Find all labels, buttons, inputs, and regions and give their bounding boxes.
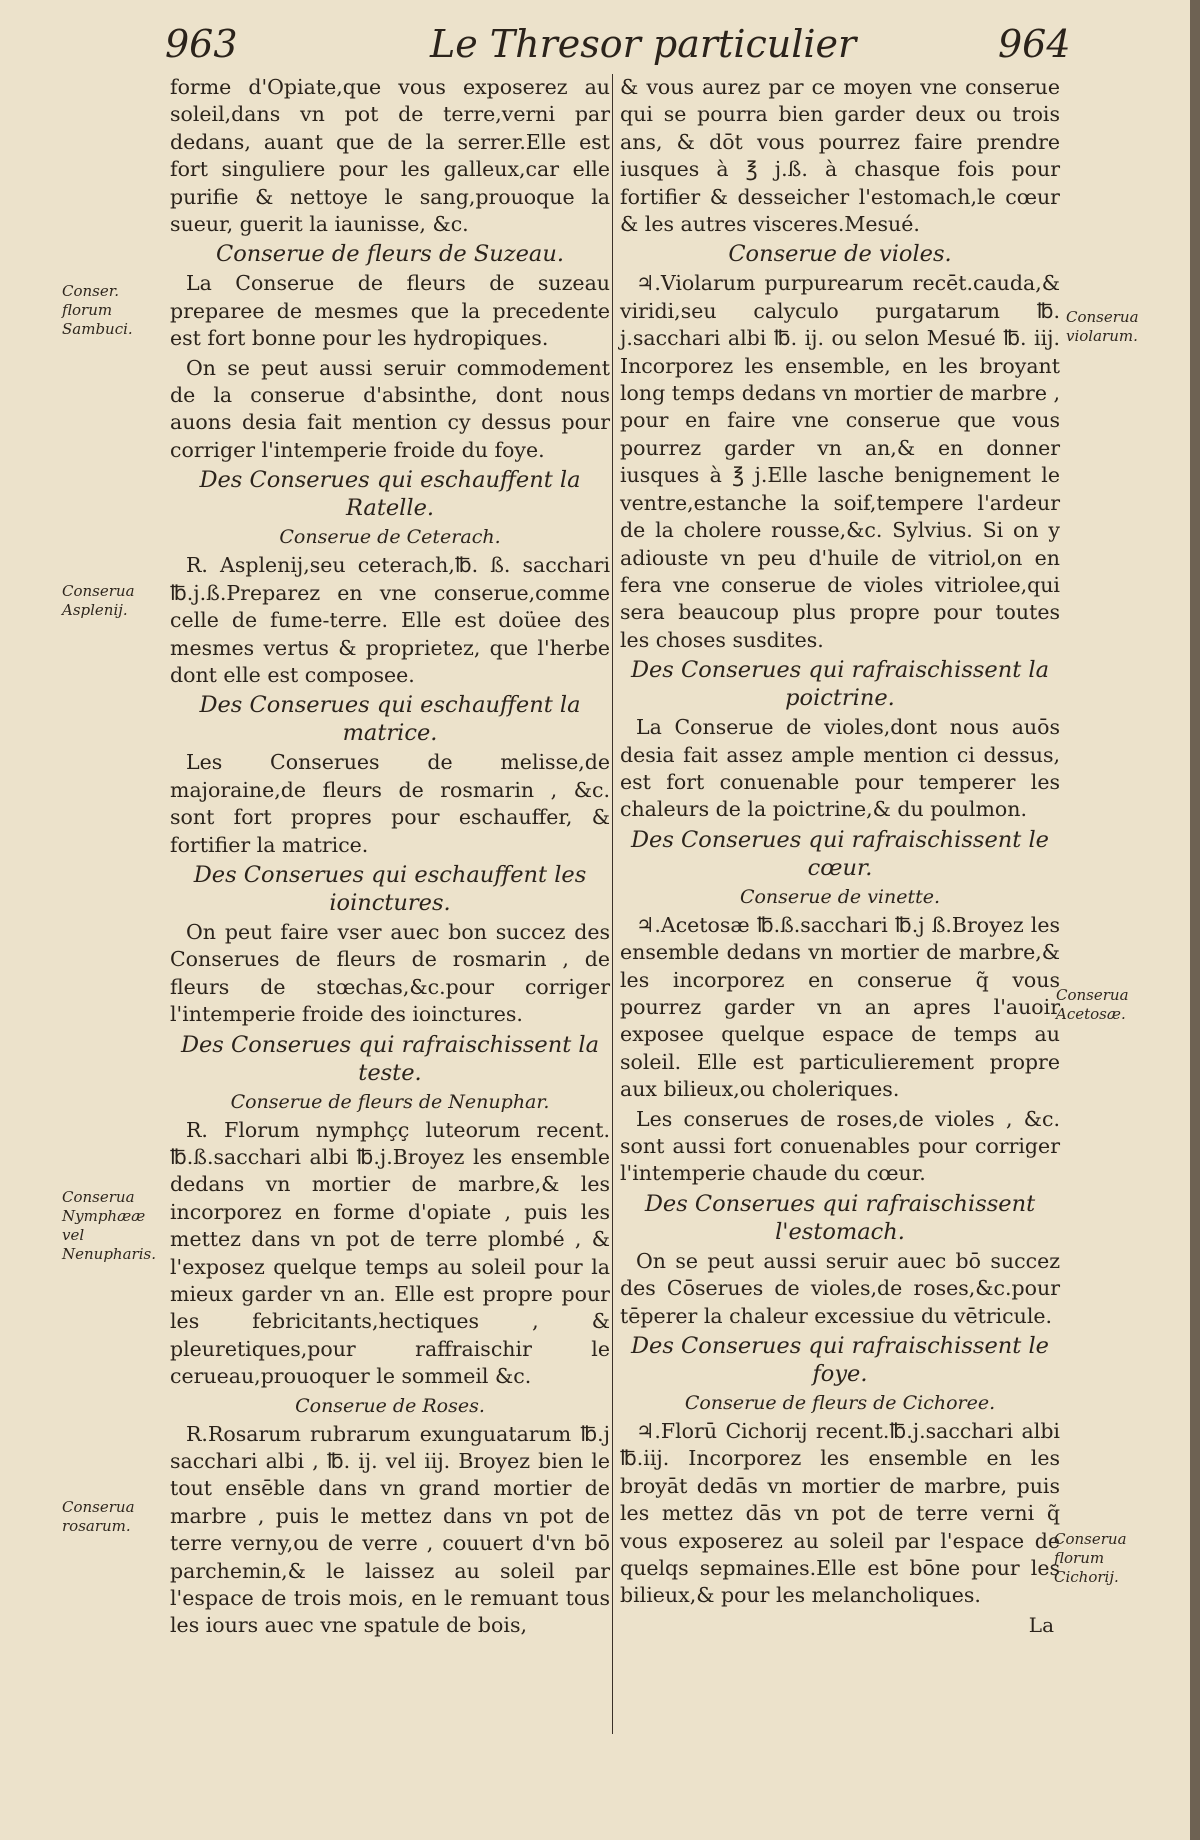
right-page-number: 964 bbox=[998, 22, 1071, 66]
margin-note: Conserua rosarum. bbox=[62, 1498, 135, 1535]
paragraph: ♃.Florū Cichorij recent.℔.j.sacchari albi ℔.iij. Incorporez les ensemble en les broyāt dedās vn mortier de marbre, puis les mettez dās vn pot de terre verni q̃ vous exposerez au soleil par l'espace de quelqs sepmaines.Elle est bōne pour les bilieux,& pour les melancholiques. bbox=[620, 1419, 1060, 1608]
section-heading: Des Conserues qui eschauffent la Ratelle. bbox=[199, 467, 581, 522]
section-heading: Conserue de violes. bbox=[728, 241, 952, 268]
margin-note: Conser. florum Sambuci. bbox=[62, 282, 133, 338]
section-heading: Des Conserues qui eschauffent la matrice. bbox=[199, 692, 581, 747]
catchword: La bbox=[1028, 1612, 1054, 1637]
margin-note: Conserua Nymphææ vel Nenupharis. bbox=[62, 1188, 156, 1263]
margin-note: Conserua Acetosæ. bbox=[1056, 986, 1129, 1023]
paragraph: ♃.Acetosæ ℔.ß.sacchari ℔.j ß.Broyez les ensemble dedans vn mortier de marbre,& les incorporez en conserue q̃ vous pourrez garder vn an apres l'auoir exposee quelque espace de temps au soleil. Elle est particulierement propre aux bilieux,ou choleriques. bbox=[620, 912, 1060, 1102]
paragraph: On se peut aussi seruir commodement de la conserue d'absinthe, dont nous auons desia fait mention cy dessus pour corriger l'intemperie froide du foye. bbox=[170, 355, 610, 462]
section-heading: Des Conserues qui eschauffent les ioinctures. bbox=[193, 861, 587, 916]
paragraph: La Conserue de violes,dont nous auōs desia fait assez ample mention ci dessus, est fort conuenable pour temperer les chaleurs de la poictrine,& du poulmon. bbox=[620, 715, 1060, 822]
section-heading: Des Conserues qui rafraischissent la teste. bbox=[180, 1031, 600, 1086]
paragraph: Les conserues de roses,de violes , &c. sont aussi fort conuenables pour corriger l'intemperie chaude du cœur. bbox=[620, 1106, 1060, 1186]
paragraph: Les Conserues de melisse,de majoraine,de fleurs de rosmarin , &c. sont fort propres pour eschauffer, & fortifier la matrice. bbox=[170, 750, 610, 857]
paragraph: ♃.Violarum purpurearum recēt.cauda,& viridi,seu calyculo purgatarum ℔. j.sacchari albi ℔. ij. ou selon Mesué ℔. iij. Incorporez les ensemble, en les broyant long temps dedans vn mortier de marbre , pour en faire vne conserue que vous pourrez garder vn an,& en donner iusques à ℥ j.Elle lasche benignement le ventre,estanche la soif,tempere l'ardeur de la cholere rousse,&c. Sylvius. Si on y adiouste vn peu d'huile de vitriol,on en fera vne conserue de violes vitriolee,qui sera beaucoup plus propre pour toutes les choses susdites. bbox=[620, 271, 1060, 652]
right-column bbox=[620, 74, 1060, 1639]
margin-note: Conserua Asplenij. bbox=[62, 582, 135, 619]
page-fold bbox=[1190, 0, 1200, 1840]
column-divider bbox=[612, 74, 613, 1734]
paragraph: R. Asplenij,seu ceterach,℔. ß. sacchari ℔.j.ß.Preparez en vne conserue,comme celle de fume-terre. Elle est doüee des mesmes vertus & proprietez, que l'herbe dont elle est composee. bbox=[170, 553, 610, 687]
paragraph: On se peut aussi seruir auec bō succez des Cōserues de violes,de roses,&c.pour tēperer la chaleur excessiue du vētricule. bbox=[620, 1248, 1060, 1328]
paragraph: & vous aurez par ce moyen vne conserue qui se pourra bien garder deux ou trois ans, & dōt vous pourrez faire prendre iusques à ℥ j.ß. à chasque fois pour fortifier & desseicher l'estomach,le cœur & les autres visceres.Mesué. bbox=[620, 75, 1060, 237]
margin-note: Conserua violarum. bbox=[1066, 308, 1139, 345]
section-heading: Des Conserues qui rafraischissent le foye. bbox=[631, 1333, 1049, 1388]
running-head: Le Thresor particulier bbox=[430, 22, 857, 66]
left-page-number: 963 bbox=[165, 22, 238, 66]
page-header bbox=[0, 20, 1190, 70]
subheading: Conserue de vinette. bbox=[739, 885, 941, 908]
section-heading: Des Conserues qui rafraischissent l'estomach. bbox=[644, 1190, 1036, 1245]
paragraph: R.Rosarum rubrarum exunguatarum ℔.j sacchari albi , ℔. ij. vel iij. Broyez bien le tout ensēble dans vn grand mortier de marbre , puis le mettez dans vn pot de terre verny,ou de verre , couuert d'vn bō parchemin,& le laissez au soleil par l'espace de trois mois, en le remuant tous les iours auec vne spatule de bois, bbox=[170, 1421, 610, 1638]
left-column bbox=[170, 74, 610, 1642]
subheading: Conserue de fleurs de Nenuphar. bbox=[230, 1090, 550, 1113]
margin-note: Conserua florum Cichorij. bbox=[1054, 1530, 1127, 1586]
subheading: Conserue de Roses. bbox=[295, 1394, 485, 1417]
subheading: Conserue de Ceterach. bbox=[279, 526, 501, 549]
paragraph: forme d'Opiate,que vous exposerez au soleil,dans vn pot de terre,verni par dedans, auant que de la serrer.Elle est fort singuliere pour les galleux,car elle purifie & nettoye le sang,prouoque la sueur, guerit la iaunisse, &c. bbox=[170, 75, 610, 237]
paragraph: R. Florum nymphçç luteorum recent. ℔.ß.sacchari albi ℔.j.Broyez les ensemble dedans vn mortier de marbre,& les incorporez en forme d'opiate , puis les mettez dans vn pot de terre plombé , & l'exposez quelque temps au soleil pour la mieux garder vn an. Elle est propre pour les febricitants,hectiques , & pleuretiques,pour raffraischir le cerueau,prouoquer le sommeil &c. bbox=[170, 1117, 610, 1389]
paragraph: On peut faire vser auec bon succez des Conserues de fleurs de rosmarin , de fleurs de stœchas,&c.pour corriger l'intemperie froide des ioinctures. bbox=[170, 919, 610, 1027]
paragraph: La Conserue de fleurs de suzeau preparee de mesmes que la precedente est fort bonne pour les hydropiques. bbox=[170, 271, 610, 351]
subheading: Conserue de fleurs de Cichoree. bbox=[684, 1392, 996, 1415]
section-heading: Des Conserues qui rafraischissent la poictrine. bbox=[630, 657, 1050, 712]
section-heading: Des Conserues qui rafraischissent le cœur. bbox=[631, 826, 1049, 881]
section-heading: Conserue de fleurs de Suzeau. bbox=[216, 241, 564, 268]
